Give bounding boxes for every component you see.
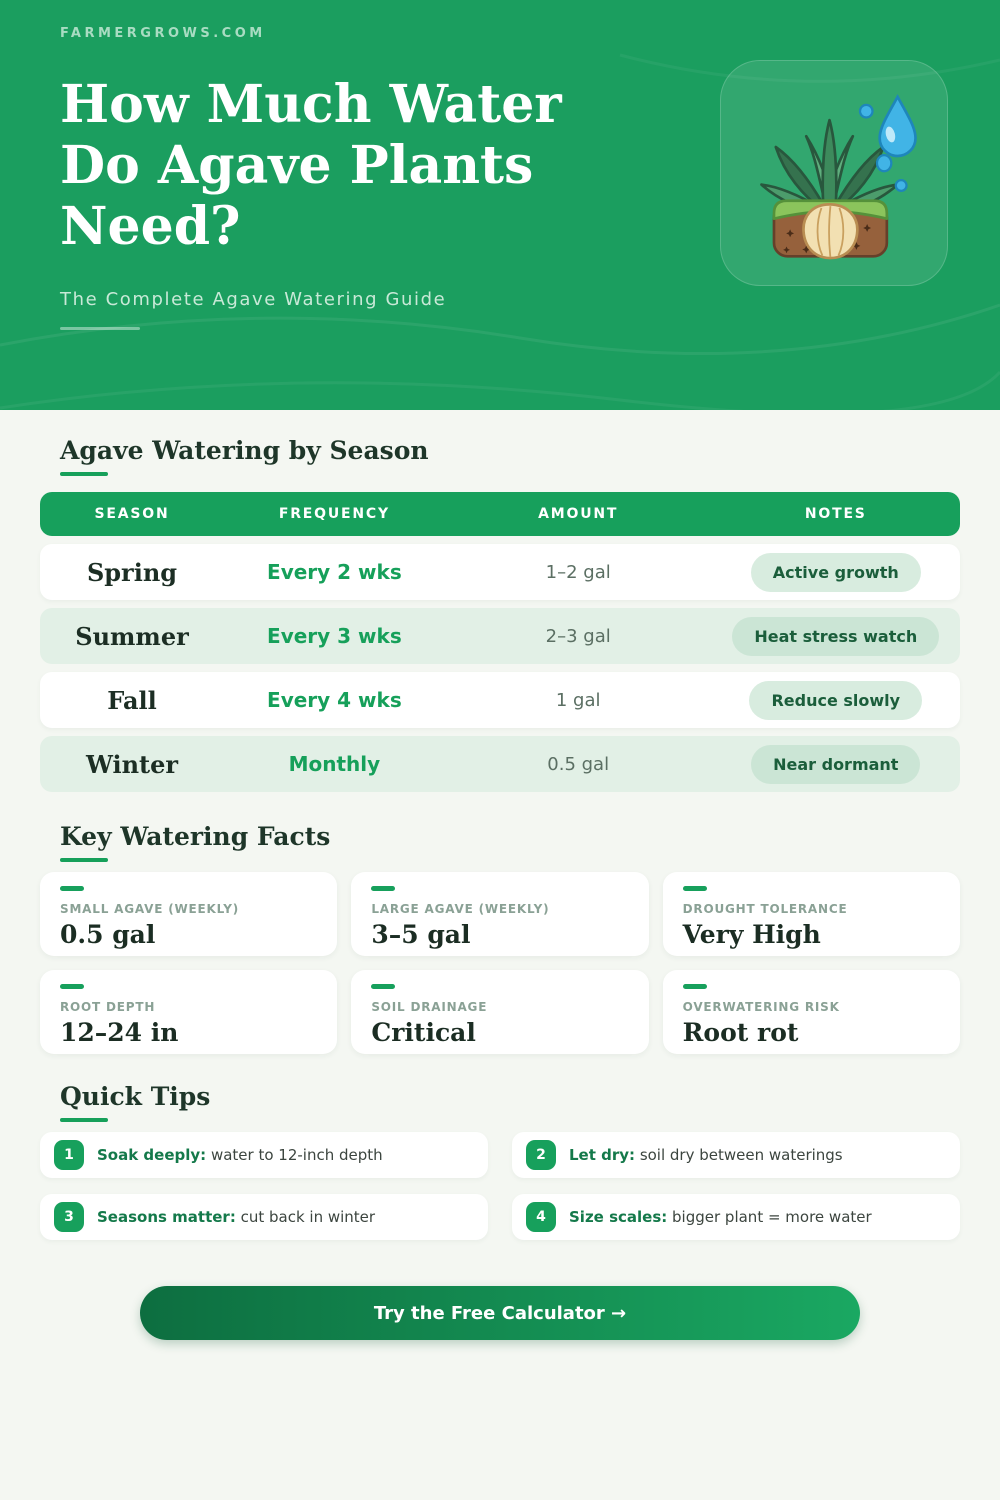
fact-label: OVERWATERING RISK <box>682 1000 840 1014</box>
col-header-notes: NOTES <box>804 506 867 522</box>
subtitle-underline <box>60 327 140 330</box>
col-header-amount: AMOUNT <box>538 506 619 522</box>
tip-item <box>512 1194 960 1240</box>
note-badge: Heat stress watch <box>732 617 939 656</box>
col-header-frequency: FREQUENCY <box>278 506 390 522</box>
tip-number-badge: 1 <box>54 1140 84 1170</box>
fact-card <box>40 970 337 1054</box>
main-content <box>0 410 1000 1340</box>
fact-label: ROOT DEPTH <box>60 1000 156 1014</box>
fact-label: LARGE AGAVE (WEEKLY) <box>371 902 550 916</box>
fact-value: 0.5 gal <box>60 920 156 949</box>
facts-title-underline <box>60 858 108 862</box>
facts-section-head <box>60 822 960 862</box>
tip-body: bigger plant = more water <box>667 1208 872 1226</box>
tip-label: Soak deeply: <box>97 1146 207 1164</box>
amount-cell: 1 gal <box>555 689 601 711</box>
tip-body: cut back in winter <box>235 1208 376 1226</box>
tips-title-underline <box>60 1118 108 1122</box>
amount-cell: 0.5 gal <box>547 753 610 775</box>
table-row <box>40 608 960 664</box>
notes-cell <box>712 681 960 720</box>
tip-text <box>97 1208 375 1226</box>
tip-label: Seasons matter: <box>97 1208 236 1226</box>
note-badge: Reduce slowly <box>749 681 922 720</box>
fact-label: SOIL DRAINAGE <box>371 1000 488 1014</box>
fact-accent-bar <box>683 886 707 891</box>
amount-cell: 1–2 gal <box>545 561 611 583</box>
frequency-cell: Every 2 wks <box>267 560 402 584</box>
season-cell: Winter <box>85 749 179 779</box>
page-title <box>60 75 620 257</box>
title-line-3: Need? <box>60 195 241 257</box>
tip-label: Let dry: <box>569 1146 636 1164</box>
fact-value: 3–5 gal <box>371 920 471 949</box>
season-section-title: Agave Watering by Season <box>60 436 429 465</box>
fact-card <box>663 872 960 956</box>
hero-header <box>0 0 1000 410</box>
tip-text <box>569 1208 872 1226</box>
tip-number-badge: 3 <box>54 1202 84 1232</box>
tip-text <box>569 1146 843 1164</box>
table-header-row <box>40 492 960 536</box>
tip-item <box>512 1132 960 1178</box>
notes-cell <box>712 617 960 656</box>
fact-accent-bar <box>60 984 84 989</box>
tip-label: Size scales: <box>569 1208 668 1226</box>
frequency-cell: Every 4 wks <box>267 688 402 712</box>
facts-section-title: Key Watering Facts <box>60 822 331 851</box>
tip-item <box>40 1132 488 1178</box>
fact-label: SMALL AGAVE (WEEKLY) <box>60 902 239 916</box>
agave-water-illustration <box>731 70 937 276</box>
page-subtitle: The Complete Agave Watering Guide <box>60 289 447 311</box>
quick-tips-section <box>40 1082 960 1240</box>
fact-accent-bar <box>371 984 395 989</box>
season-cell: Spring <box>86 557 178 587</box>
col-header-season: SEASON <box>94 506 170 522</box>
fact-value: 12–24 in <box>60 1018 179 1047</box>
amount-cell: 2–3 gal <box>545 625 611 647</box>
facts-grid <box>40 872 960 1054</box>
notes-cell <box>712 553 960 592</box>
note-badge: Active growth <box>751 553 921 592</box>
free-calculator-button[interactable]: Try the Free Calculator → <box>140 1286 860 1340</box>
tip-text <box>97 1146 383 1164</box>
season-table-section <box>40 436 960 792</box>
fact-accent-bar <box>60 886 84 891</box>
agave-illustration-frame <box>720 60 948 286</box>
fact-card <box>351 970 648 1054</box>
fact-value: Critical <box>371 1018 476 1047</box>
fact-card <box>351 872 648 956</box>
note-badge: Near dormant <box>751 745 920 784</box>
table-row <box>40 544 960 600</box>
season-section-head <box>60 436 960 476</box>
season-cell: Fall <box>107 685 157 715</box>
fact-value: Root rot <box>682 1018 799 1047</box>
title-line-2: Do Agave Plants <box>60 134 534 196</box>
tips-section-head <box>60 1082 960 1122</box>
tip-body: water to 12-inch depth <box>206 1146 383 1164</box>
season-cell: Summer <box>75 621 189 651</box>
fact-accent-bar <box>371 886 395 891</box>
key-facts-section <box>40 822 960 1054</box>
fact-card <box>40 872 337 956</box>
tip-item <box>40 1194 488 1240</box>
tips-section-title: Quick Tips <box>60 1082 211 1111</box>
title-line-1: How Much Water <box>60 74 562 135</box>
fact-value: Very High <box>682 920 821 949</box>
tip-number-badge: 2 <box>526 1140 556 1170</box>
tip-number-badge: 4 <box>526 1202 556 1232</box>
tip-body: soil dry between waterings <box>635 1146 843 1164</box>
season-title-underline <box>60 472 108 476</box>
fact-card <box>663 970 960 1054</box>
frequency-cell: Monthly <box>288 752 381 776</box>
fact-label: DROUGHT TOLERANCE <box>682 902 848 916</box>
site-brand: FARMERGROWS.COM <box>60 26 266 41</box>
fact-accent-bar <box>683 984 707 989</box>
table-row <box>40 736 960 792</box>
tips-grid <box>40 1132 960 1240</box>
frequency-cell: Every 3 wks <box>267 624 402 648</box>
table-row <box>40 672 960 728</box>
notes-cell <box>712 745 960 784</box>
